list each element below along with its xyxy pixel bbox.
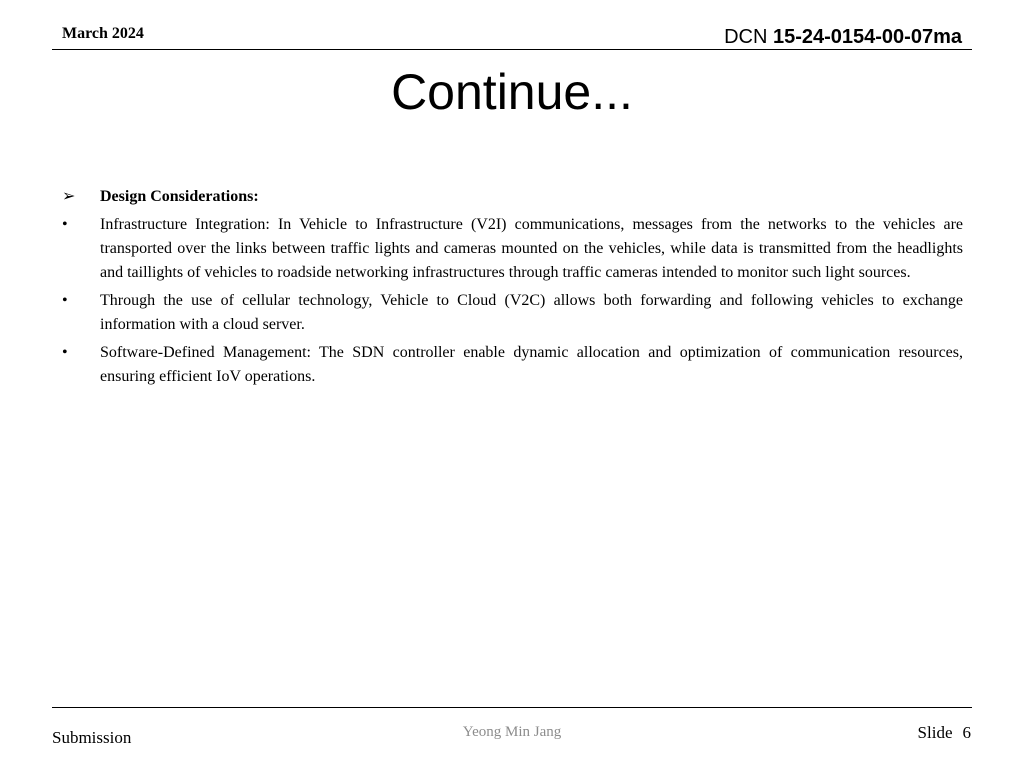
section-heading (62, 185, 963, 209)
section-heading-text: Design Considerations: (100, 188, 259, 205)
footer-author: Yeong Min Jang (462, 724, 562, 740)
bullet-icon: • (62, 344, 68, 361)
footer-submission: Submission (52, 728, 132, 747)
bullet-text: Software-Defined Management: The SDN controller enable dynamic allocation and optimization of communication resources, ensuring efficient IoV operations. (100, 344, 963, 385)
bullet-text: Through the use of cellular technology, Vehicle to Cloud (V2C) allows both forwarding and following vehicles to exchange information with a cloud server. (100, 292, 963, 333)
bullet-item (62, 213, 963, 285)
header-date: March 2024 (62, 25, 144, 42)
slide-label: Slide (917, 723, 953, 742)
slide-content (62, 185, 963, 393)
slide-title: Continue... (391, 64, 633, 120)
footer-divider (52, 707, 972, 708)
bullet-item (62, 289, 963, 337)
slide-number: 6 (962, 723, 971, 742)
header-divider (52, 49, 972, 50)
arrow-bullet-icon: ➢ (62, 188, 76, 205)
header-dcn (724, 26, 962, 49)
bullet-item (62, 341, 963, 389)
footer-slide-number (918, 723, 971, 743)
bullet-icon: • (62, 292, 68, 309)
bullet-icon: • (62, 216, 68, 233)
dcn-label: DCN (724, 26, 768, 48)
bullet-text: Infrastructure Integration: In Vehicle to Infrastructure (V2I) communications, messages from the networks to the vehicles are transported over the links between traffic lights and cameras mounted on the vehicles, while data is transmitted from the headlights and taillights of vehicles to roadside networking infrastructures through traffic cameras intended to monitor such light sources. (100, 216, 963, 281)
dcn-number: 15-24-0154-00-07ma (772, 26, 962, 48)
